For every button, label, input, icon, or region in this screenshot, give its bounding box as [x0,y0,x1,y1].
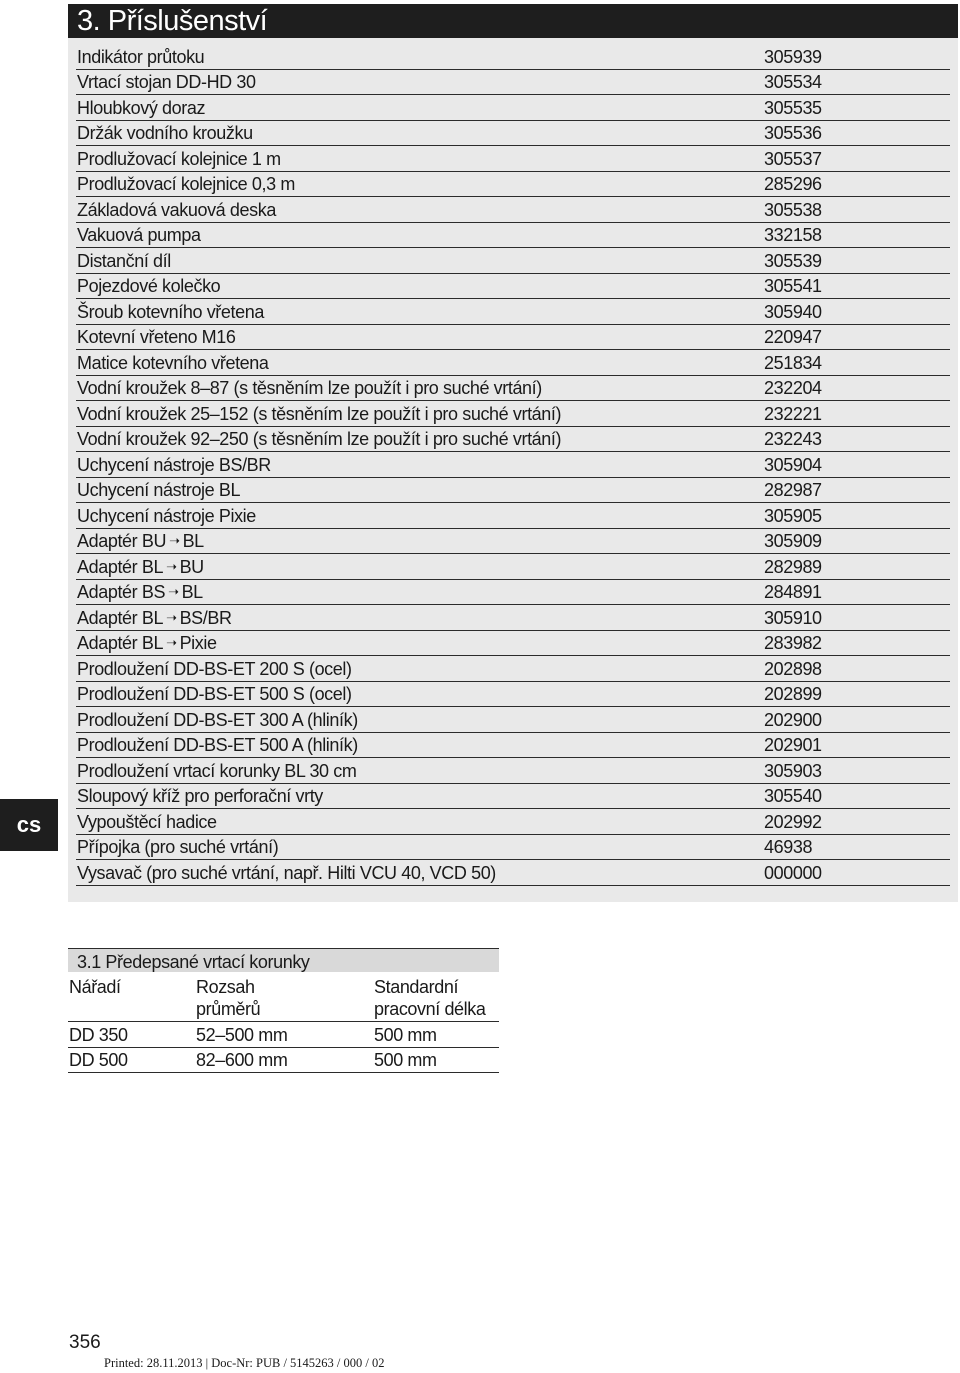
item-number: 305904 [764,454,822,475]
bits-row [68,1022,499,1048]
header-range-line2: průměrů [196,999,261,1019]
accessory-name: Adaptér BU ➝ BL [77,531,204,551]
bits-length: 500 mm [374,1024,437,1045]
print-info: Printed: 28.11.2013 | Doc-Nr: PUB / 5145263 / 000 / 02 [104,1356,385,1370]
arrow-right-icon: ➝ [168,584,179,599]
accessory-name: Vodní kroužek 92–250 (s těsněním lze použít i pro suché vrtání) [77,429,562,449]
accessory-name: Kotevní vřeteno M16 [77,327,236,347]
accessory-row [76,656,950,682]
item-number: 282989 [764,556,822,577]
accessory-row [76,478,950,504]
item-number: 305910 [764,607,822,628]
accessory-name: Indikátor průtoku [77,46,205,67]
bits-row [68,1048,499,1074]
item-number: 232204 [764,378,822,398]
accessory-row [76,529,950,555]
header-length-line1: Standardní [374,977,459,997]
accessory-row [76,401,950,427]
accessory-row [76,146,950,172]
bits-tool: DD 500 [69,1050,128,1070]
item-number: 282987 [764,480,822,500]
item-number: 305940 [764,301,822,322]
accessory-name: Vodní kroužek 8–87 (s těsněním lze použít i pro suché vrtání) [77,378,542,398]
accessory-row [76,707,950,733]
item-number: 305536 [764,123,822,143]
accessory-row [76,784,950,810]
accessory-name: Uchycení nástroje BS/BR [77,454,271,475]
accessory-name: Vysavač (pro suché vrtání, např. Hilti VCU 40, VCD 50) [77,862,496,883]
accessory-row [76,758,950,784]
accessory-name: Matice kotevního vřetena [77,352,269,373]
item-number: 305534 [764,72,822,92]
accessory-name: Adaptér BS ➝ BL [77,582,203,602]
accessory-name: Prodloužení DD-BS-ET 500 S (ocel) [77,684,352,704]
item-number: 305909 [764,531,822,551]
item-number: 232243 [764,429,822,449]
accessory-name: Pojezdové kolečko [77,276,221,296]
accessory-name: Distanční díl [77,250,171,271]
item-number: 202898 [764,658,822,679]
accessory-row [76,376,950,402]
accessory-row [76,121,950,147]
accessory-row [76,248,950,274]
arrow-right-icon: ➝ [166,558,177,574]
item-number: 202901 [764,735,822,755]
item-number: 305535 [764,97,822,118]
header-length-line2: pracovní délka [374,999,486,1019]
accessory-name: Adaptér BL ➝ Pixie [77,633,217,653]
item-number: 232221 [764,403,822,424]
item-number: 305939 [764,46,822,67]
accessory-row [76,452,950,478]
accessory-name: Sloupový kříž pro perforační vrty [77,786,323,806]
accessory-row [76,350,950,376]
item-number: 46938 [764,837,813,857]
accessory-name: Prodlužovací kolejnice 0,3 m [77,174,295,194]
arrow-right-icon: ➝ [166,635,177,650]
bits-table-header [68,972,499,1022]
item-number: 202899 [764,684,822,704]
accessory-row [76,325,950,351]
accessory-row [76,44,950,70]
header-range [196,976,260,1020]
bits-table-body [68,1022,499,1073]
item-number: 285296 [764,174,822,194]
accessory-row [76,299,950,325]
accessory-row [76,503,950,529]
accessory-row [76,733,950,759]
bits-range: 52–500 mm [196,1024,288,1045]
header-range-line1: Rozsah [196,977,255,997]
accessory-name: Hloubkový doraz [77,97,206,118]
item-number: 305537 [764,148,822,169]
accessory-name: Přípojka (pro suché vrtání) [77,837,279,857]
accessory-name: Základová vakuová deska [77,199,276,220]
accessory-name: Vakuová pumpa [77,225,201,245]
item-number: 251834 [764,352,822,373]
bits-table [68,972,499,1073]
accessory-row [76,554,950,580]
accessory-name: Prodloužení DD-BS-ET 300 A (hliník) [77,709,358,730]
header-tool: Nářadí [69,977,121,997]
accessory-name: Šroub kotevního vřetena [77,301,264,322]
arrow-right-icon: ➝ [166,609,177,625]
bits-length: 500 mm [374,1050,437,1070]
item-number: 202992 [764,811,822,832]
accessory-row [76,172,950,198]
accessory-name: Uchycení nástroje Pixie [77,505,256,526]
accessories-list [76,44,950,886]
item-number: 202900 [764,709,822,730]
page-number: 356 [69,1332,101,1353]
accessory-name: Prodlužovací kolejnice 1 m [77,148,281,169]
arrow-right-icon: ➝ [169,533,180,548]
accessory-row [76,682,950,708]
accessory-name: Vrtací stojan DD-HD 30 [77,72,256,92]
accessory-row [76,631,950,657]
accessory-row [76,427,950,453]
item-number: 000000 [764,862,822,883]
accessory-row [76,809,950,835]
item-number: 305538 [764,199,822,220]
accessory-name: Prodloužení DD-BS-ET 500 A (hliník) [77,735,358,755]
accessory-row [76,274,950,300]
item-number: 220947 [764,327,822,347]
accessory-row [76,835,950,861]
item-number: 305905 [764,505,822,526]
accessory-name: Uchycení nástroje BL [77,480,241,500]
accessory-name: Držák vodního kroužku [77,123,253,143]
item-number: 305541 [764,276,822,296]
item-number: 305903 [764,760,822,781]
accessory-name: Adaptér BL ➝ BU [77,556,204,577]
item-number: 305540 [764,786,822,806]
accessory-row [76,70,950,96]
bits-tool: DD 350 [69,1024,128,1045]
accessory-name: Vodní kroužek 25–152 (s těsněním lze použít i pro suché vrtání) [77,403,562,424]
accessory-row [76,95,950,121]
accessory-row [76,860,950,886]
header-length [374,976,485,1020]
bits-range: 82–600 mm [196,1050,288,1070]
accessory-name: Prodloužení vrtací korunky BL 30 cm [77,760,357,781]
item-number: 332158 [764,225,822,245]
accessory-row [76,223,950,249]
bits-section-title: 3.1 Předepsané vrtací korunky [68,948,499,972]
accessory-name: Vypouštěcí hadice [77,811,217,832]
accessory-row [76,605,950,631]
item-number: 284891 [764,582,822,602]
section-title: 3. Příslušenství [68,4,958,38]
item-number: 305539 [764,250,822,271]
accessory-row [76,197,950,223]
language-tab: cs [0,799,58,851]
accessory-name: Prodloužení DD-BS-ET 200 S (ocel) [77,658,352,679]
item-number: 283982 [764,633,822,653]
accessory-name: Adaptér BL ➝ BS/BR [77,607,232,628]
accessory-row [76,580,950,606]
